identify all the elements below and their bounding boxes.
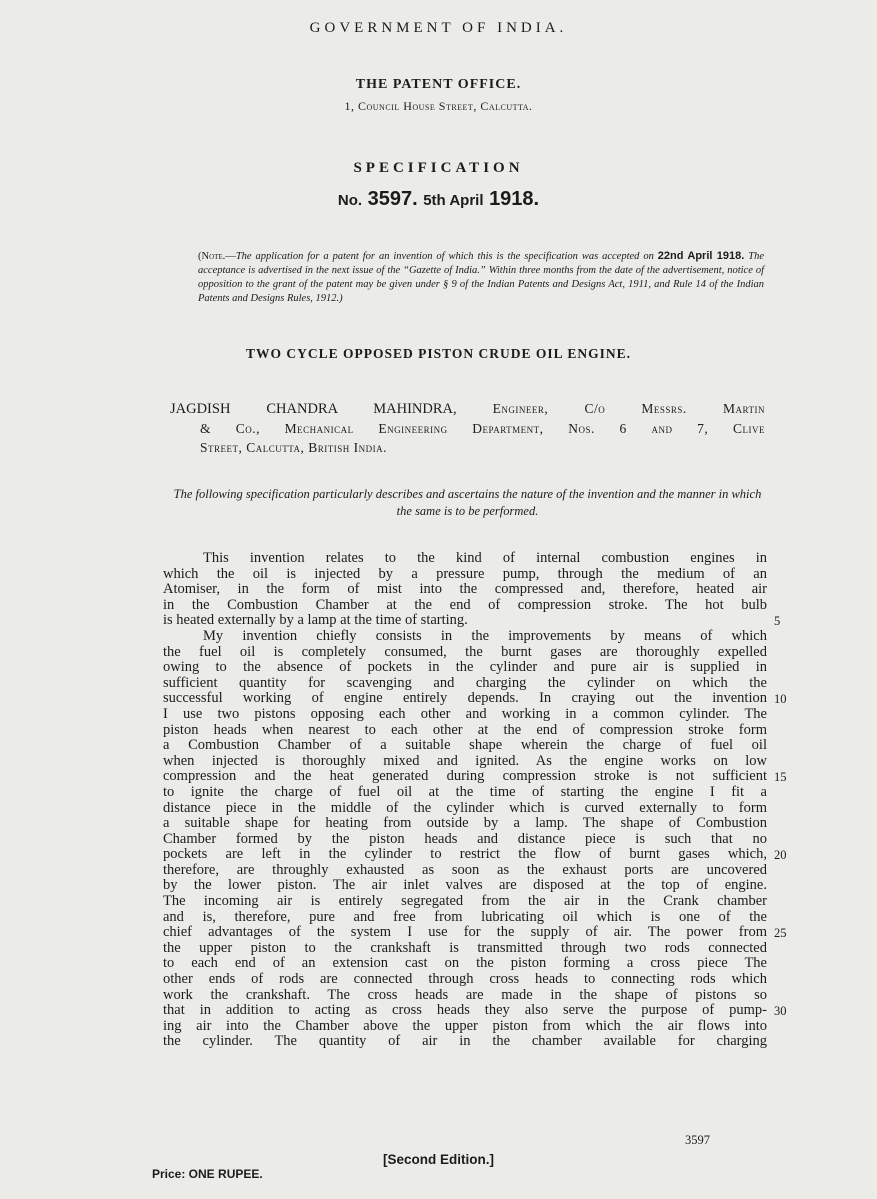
body-line: in the Combustion Chamber at the end of compression stroke. The hot bulb — [163, 596, 767, 613]
body-line: the upper piston to the crankshaft is transmitted through two rods connected — [163, 939, 767, 956]
invention-title: TWO CYCLE OPPOSED PISTON CRUDE OIL ENGINE. — [246, 346, 631, 361]
body-line: the fuel oil is completely consumed, the burnt gases are thoroughly expelled — [163, 643, 767, 660]
price-label: Price: ONE RUPEE. — [152, 1167, 263, 1181]
note-text-2: The acceptance is advertised in the next issue of the “Gazette of India.” Within three months from the date of the advertisement, notice of opposition to the grant of the patent may be given under § 9 of the Indian Patents and Designs Act, 1911, and Rule 14 of the Indian Patents and Designs Rules, 1912.) — [198, 251, 765, 304]
inventor-block — [170, 399, 765, 457]
margin-line-number: 15 — [774, 770, 787, 785]
spec-year: 1918. — [489, 188, 540, 210]
note-accepted-date: 22nd April 1918. — [657, 250, 745, 262]
body-line: a Combustion Chamber of a suitable shape wherein the charge of fuel oil — [163, 737, 767, 754]
body-line: that in addition to acting as cross heads they also serve the purpose of pump- — [163, 1002, 767, 1019]
body-line: This invention relates to the kind of internal combustion engines in — [203, 550, 767, 566]
government-heading: GOVERNMENT OF INDIA. — [309, 20, 568, 36]
body-line: and is, therefore, pure and free from lubricating oil which is one of the — [163, 908, 767, 925]
office-address: 1, Council House Street, Calcutta. — [344, 99, 533, 113]
body-line: the cylinder. The quantity of air in the chamber available for charging — [163, 1033, 767, 1050]
specification-number-line — [0, 188, 877, 211]
body-line: ing air into the Chamber above the upper piston from which the air flows into — [163, 1017, 767, 1034]
body-line: Atomiser, in the form of mist into the compressed and, therefore, heated air — [163, 581, 767, 598]
note-text-1: The application for a patent for an invention of which this is the specification was accepted on — [235, 251, 654, 262]
body-line: pockets are left in the cylinder to restrict the flow of burnt gases which, — [163, 846, 767, 863]
body-line: piston heads when nearest to each other at the end of compression stroke form — [163, 721, 767, 738]
body-line: other ends of rods are connected through cross heads to connecting rods which — [163, 971, 767, 988]
margin-line-number: 10 — [774, 692, 787, 707]
margin-line-number: 5 — [774, 614, 781, 629]
acceptance-note — [198, 249, 764, 306]
body-line: successful working of engine entirely depends. In craying out the invention — [163, 690, 767, 707]
body-line: My invention chiefly consists in the improvements by means of which — [203, 627, 767, 644]
body-line: work the crankshaft. The cross heads are made in the shape of pistons so — [163, 986, 767, 1003]
body-line: which the oil is injected by a pressure pump, through the medium of an — [163, 565, 767, 582]
margin-line-number: 20 — [774, 848, 787, 863]
body-line: to each end of an extension cast on the piston forming a cross piece The — [163, 955, 767, 972]
body-line: The incoming air is entirely segregated from the air in the Crank chamber — [163, 893, 767, 910]
body-line: a suitable shape for heating from outside by a lamp. The shape of Combustion — [163, 815, 767, 832]
body-line: is heated externally by a lamp at the time of starting. — [163, 612, 468, 629]
office-heading: THE PATENT OFFICE. — [355, 77, 522, 92]
inventor-line-3: Street, Calcutta, British India. — [200, 440, 388, 455]
footer-spec-number: 3597 — [685, 1133, 710, 1147]
note-label: (Note.— — [198, 251, 236, 262]
spec-date: 5th April — [423, 192, 484, 209]
body-line: distance piece in the middle of the cylinder which is curved externally to form — [163, 799, 767, 816]
specification-body — [163, 551, 767, 1050]
body-line: to ignite the charge of fuel oil at the time of starting the engine I fit a — [163, 783, 767, 800]
body-line: therefore, are throughly exhausted as soon as the exhaust ports are uncovered — [163, 861, 767, 878]
body-line: compression and the heat generated during compression stroke is not sufficient — [163, 768, 767, 785]
specification-heading: SPECIFICATION — [353, 160, 524, 176]
margin-line-number: 30 — [774, 1004, 787, 1019]
body-line: when injected is thoroughly mixed and ignited. As the engine works on low — [163, 752, 767, 769]
body-line: Chamber formed by the piston heads and distance piece is such that no — [163, 830, 767, 847]
body-line: owing to the absence of pockets in the cylinder and pure air is supplied in — [163, 659, 767, 676]
inventor-line-2: & Co., Mechanical Engineering Department, Nos. 6 and 7, Clive — [200, 421, 765, 436]
margin-line-number: 25 — [774, 926, 787, 941]
inventor-name: JAGDISH CHANDRA MAHINDRA, — [170, 401, 457, 417]
inventor-line-1-rest: Engineer, C/o Messrs. Martin — [492, 401, 765, 416]
specification-preamble: The following specification particularly describes and ascertains the nature of the invention and the manner in which the same is to be performed. — [173, 487, 762, 518]
spec-no-label: No. — [337, 192, 363, 209]
spec-number: 3597. — [367, 188, 418, 210]
inventor-line-1 — [170, 399, 765, 419]
edition-label: [Second Edition.] — [383, 1152, 494, 1167]
body-line: I use two pistons opposing each other and working in a common cylinder. The — [163, 705, 767, 722]
body-line: by the lower piston. The air inlet valves are disposed at the top of engine. — [163, 877, 767, 894]
body-line: sufficient quantity for scavenging and charging the cylinder on which the — [163, 674, 767, 691]
body-line: chief advantages of the system I use for the supply of air. The power from — [163, 924, 767, 941]
